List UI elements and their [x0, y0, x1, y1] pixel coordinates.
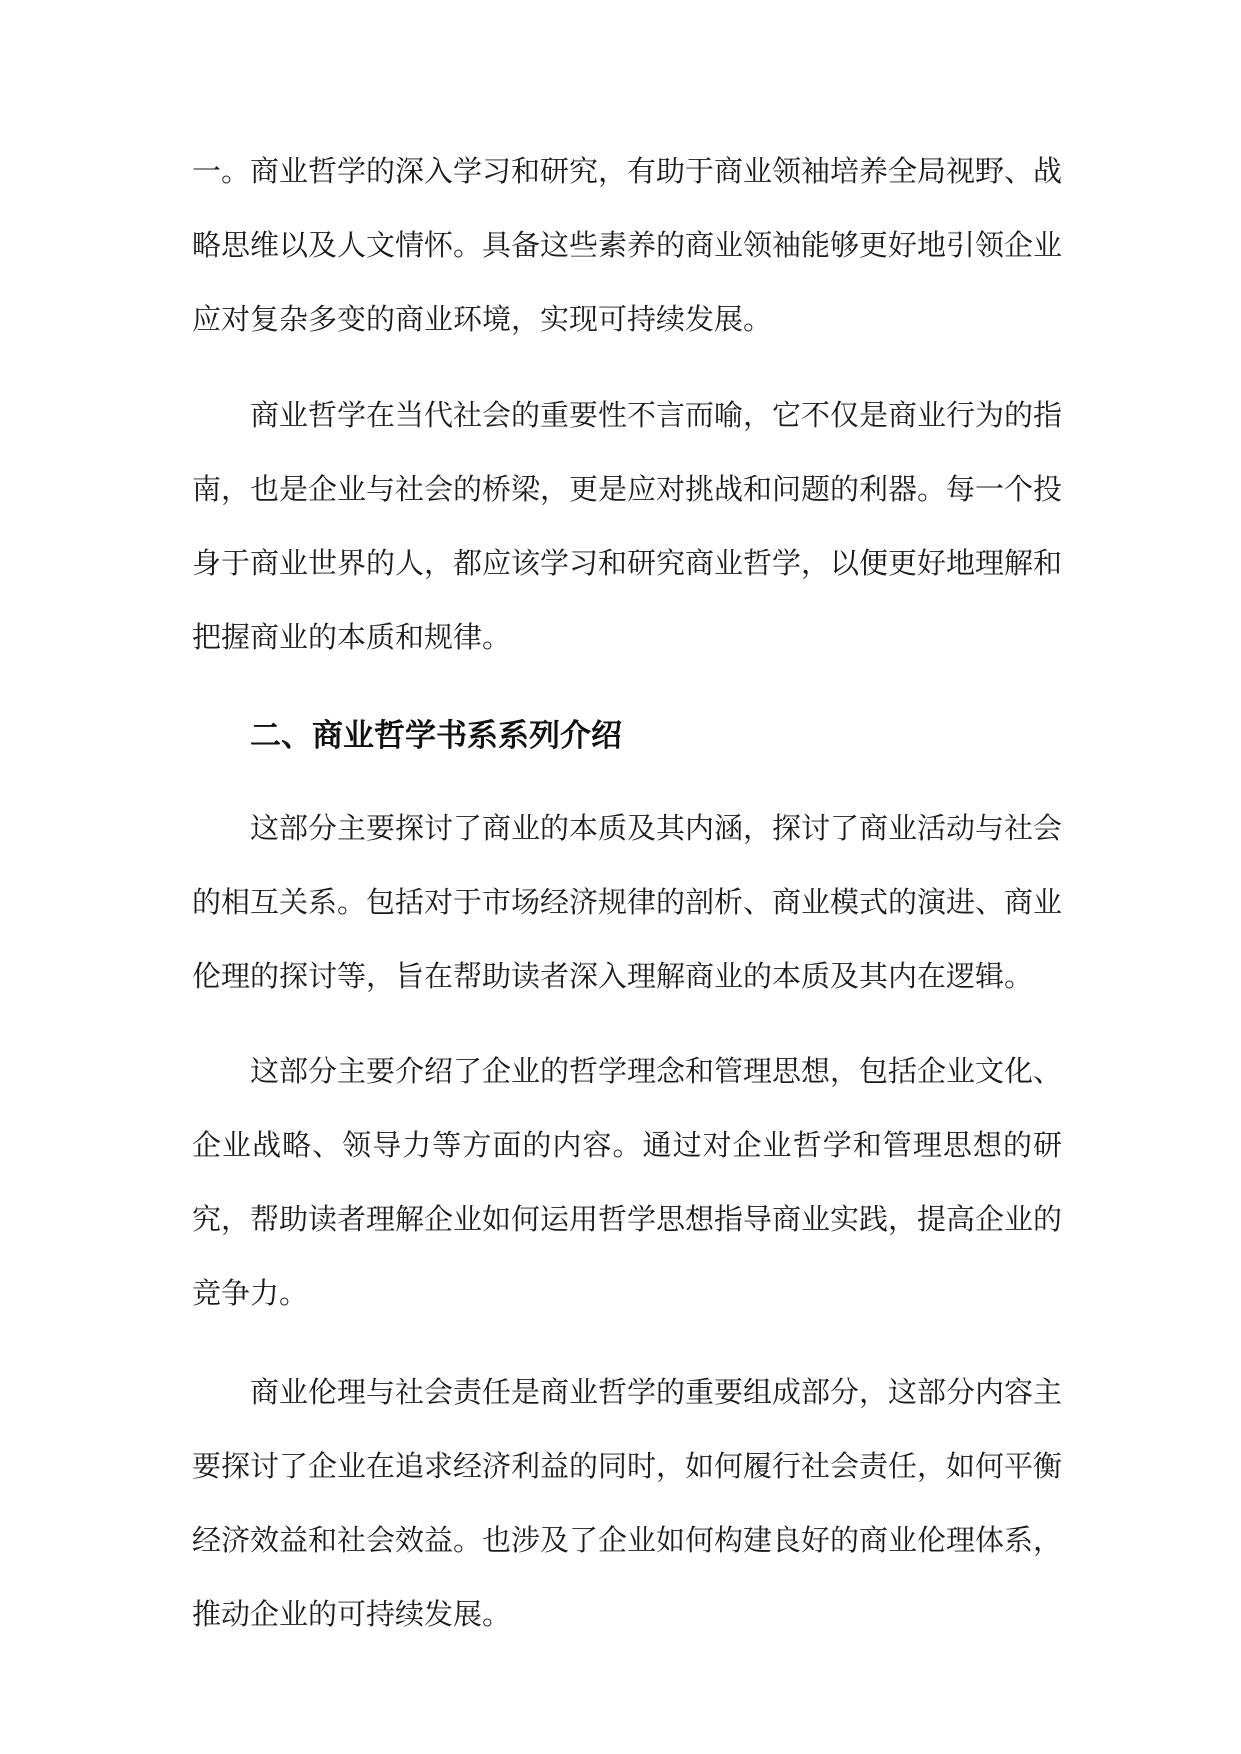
- paragraph-business-ethics: 商业伦理与社会责任是商业哲学的重要组成部分，这部分内容主要探讨了企业在追求经济利益的同时，如何履行社会责任，如何平衡经济效益和社会效益。也涉及了企业如何构建良好的商业伦理体系，推动企业的可持续发展。: [192, 1375, 1063, 1631]
- paragraph-enterprise-philosophy: 这部分主要介绍了企业的哲学理念和管理思想，包括企业文化、企业战略、领导力等方面的内容。通过对企业哲学和管理思想的研究，帮助读者理解企业如何运用哲学思想指导商业实践，提高企业的竞争力。: [192, 1054, 1063, 1310]
- section-heading: 二、商业哲学书系系列介绍: [250, 718, 622, 754]
- paragraph-business-essence: 这部分主要探讨了商业的本质及其内涵，探讨了商业活动与社会的相互关系。包括对于市场经济规律的剖析、商业模式的演进、商业伦理的探讨等，旨在帮助读者深入理解商业的本质及其内在逻辑。: [192, 811, 1063, 993]
- paragraph-importance: 商业哲学在当代社会的重要性不言而喻，它不仅是商业行为的指南，也是企业与社会的桥梁，更是应对挑战和问题的利器。每一个投身于商业世界的人，都应该学习和研究商业哲学，以便更好地理解和把握商业的本质和规律。: [192, 398, 1063, 654]
- paragraph-continuation: 一。商业哲学的深入学习和研究，有助于商业领袖培养全局视野、战略思维以及人文情怀。具备这些素养的商业领袖能够更好地引领企业应对复杂多变的商业环境，实现可持续发展。: [192, 154, 1063, 336]
